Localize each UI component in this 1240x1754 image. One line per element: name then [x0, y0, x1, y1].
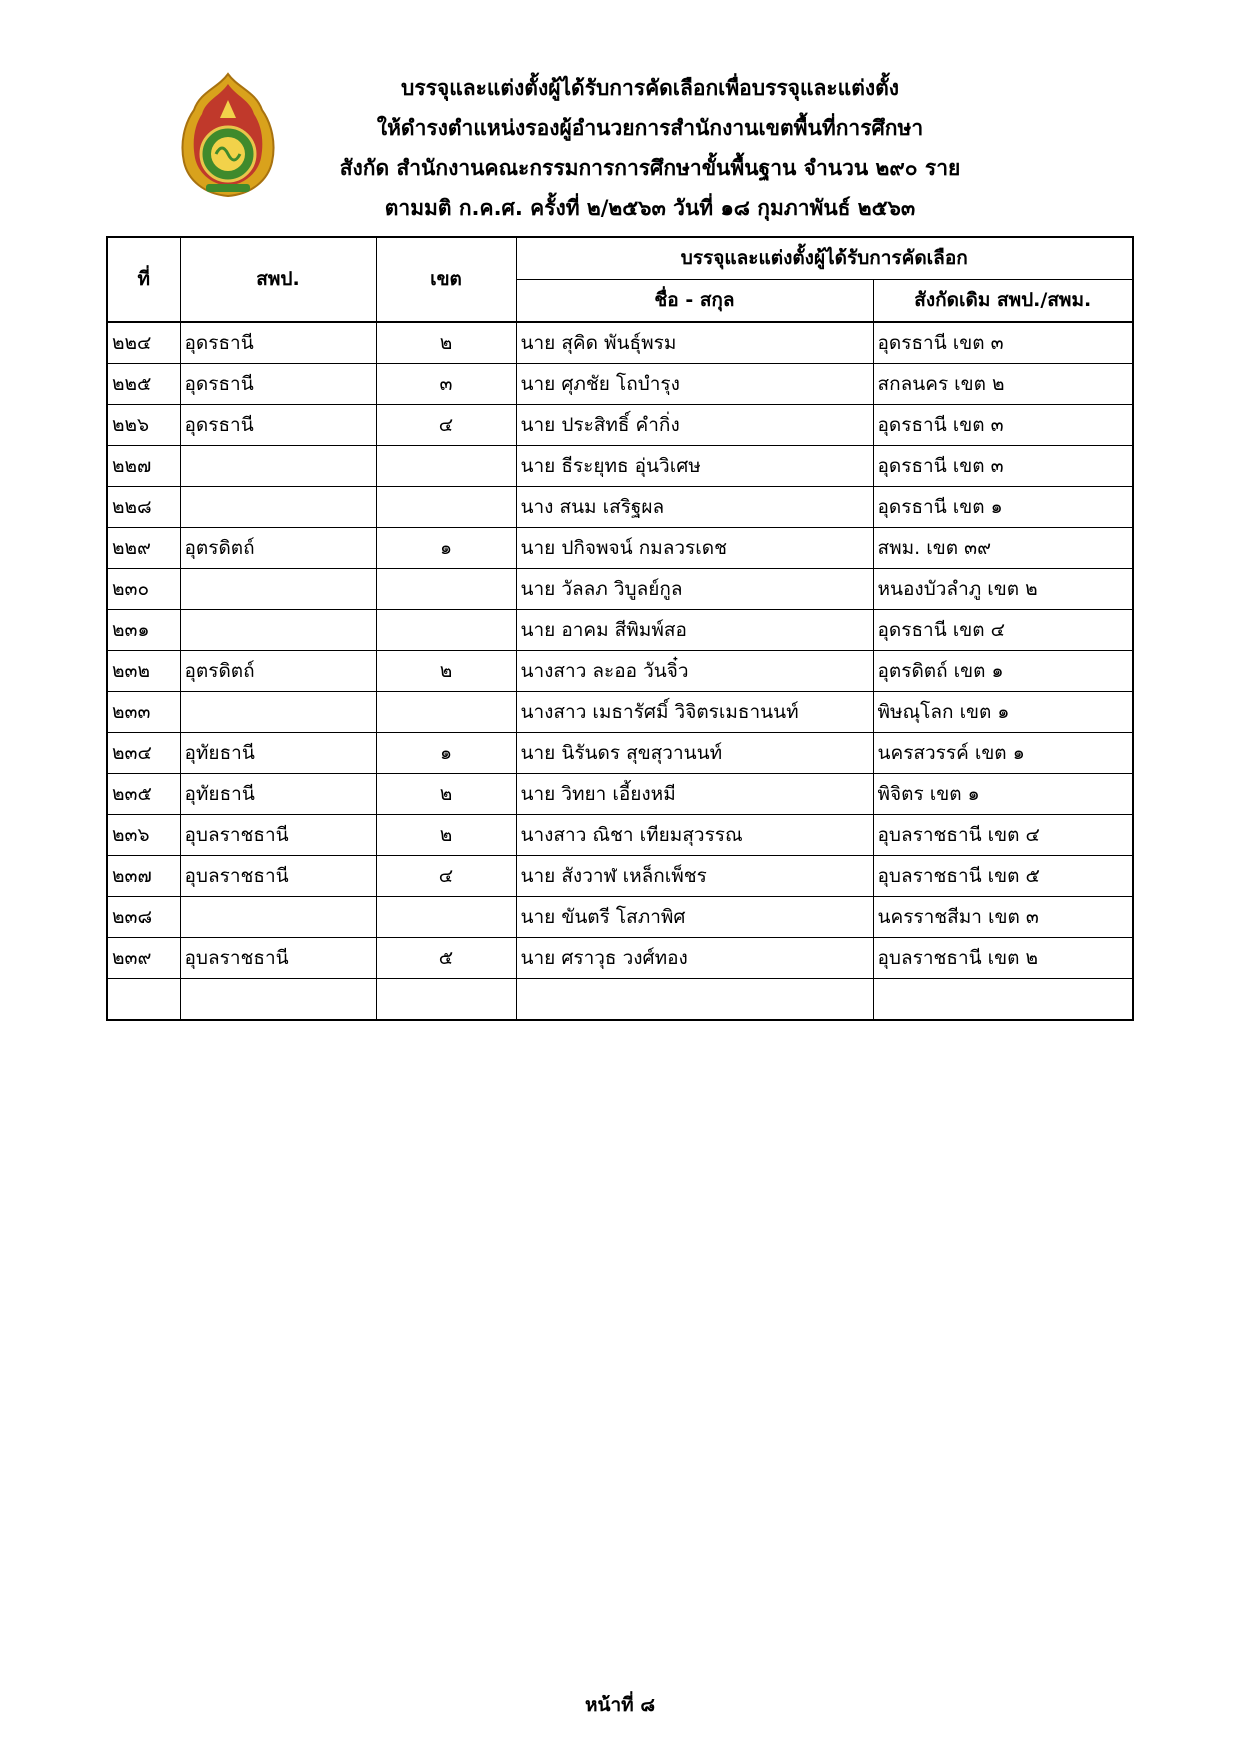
cell-no: ๒๒๖ [107, 405, 180, 446]
cell-spp: อุบลราชธานี [180, 815, 376, 856]
cell-spp [180, 487, 376, 528]
cell-zone: ๒ [376, 651, 516, 692]
table-row [107, 487, 1133, 528]
cell-name: นาย ขันตรี โสภาพิศ [516, 897, 873, 938]
cell-zone [376, 692, 516, 733]
cell-no: ๒๒๘ [107, 487, 180, 528]
cell-no: ๒๒๙ [107, 528, 180, 569]
cell-origin: อุดรธานี เขต ๑ [873, 487, 1133, 528]
cell-spp [180, 446, 376, 487]
cell-spp [180, 897, 376, 938]
cell-no: ๒๓๑ [107, 610, 180, 651]
table-row [107, 569, 1133, 610]
cell-zone: ๒ [376, 774, 516, 815]
cell-spp: อุดรธานี [180, 364, 376, 405]
cell-origin: หนองบัวลำภู เขต ๒ [873, 569, 1133, 610]
table-row [107, 405, 1133, 446]
cell-name: นาย ศราวุธ วงศ์ทอง [516, 938, 873, 979]
cell-zone [376, 569, 516, 610]
cell-name: นาย วัลลภ วิบูลย์กูล [516, 569, 873, 610]
table-row [107, 528, 1133, 569]
cell-origin: อุตรดิตถ์ เขต ๑ [873, 651, 1133, 692]
cell-name [516, 979, 873, 1021]
cell-spp: อุตรดิตถ์ [180, 651, 376, 692]
cell-spp: อุดรธานี [180, 322, 376, 364]
cell-zone: ๔ [376, 405, 516, 446]
title-line-4: ตามมติ ก.ค.ศ. ครั้งที่ ๒/๒๕๖๓ วันที่ ๑๘ กุมภาพันธ์ ๒๕๖๓ [384, 196, 916, 220]
cell-name: นาย วิทยา เอี้ยงหมี [516, 774, 873, 815]
cell-zone: ๑ [376, 733, 516, 774]
cell-no: ๒๓๐ [107, 569, 180, 610]
header-origin: สังกัดเดิม สพป./สพม. [873, 280, 1133, 323]
cell-zone: ๒ [376, 815, 516, 856]
cell-zone [376, 487, 516, 528]
table-row [107, 651, 1133, 692]
cell-zone: ๕ [376, 938, 516, 979]
cell-name: นาย อาคม สีพิมพ์สอ [516, 610, 873, 651]
header-spp: สพป. [180, 237, 376, 322]
cell-origin: พิษณุโลก เขต ๑ [873, 692, 1133, 733]
cell-spp: อุดรธานี [180, 405, 376, 446]
cell-name: นาย นิรันดร สุขสุวานนท์ [516, 733, 873, 774]
table-row [107, 692, 1133, 733]
title-line-2: ให้ดำรงตำแหน่งรองผู้อำนวยการสำนักงานเขตพื้นที่การศึกษา [376, 116, 924, 140]
table-row [107, 938, 1133, 979]
cell-no: ๒๓๘ [107, 897, 180, 938]
cell-no: ๒๒๕ [107, 364, 180, 405]
cell-zone [376, 979, 516, 1021]
cell-spp [180, 692, 376, 733]
cell-no: ๒๓๒ [107, 651, 180, 692]
cell-origin: พิจิตร เขต ๑ [873, 774, 1133, 815]
table-row [107, 446, 1133, 487]
cell-spp [180, 610, 376, 651]
header-zone: เขต [376, 237, 516, 322]
cell-name: นางสาว ละออ วันจิ๋ว [516, 651, 873, 692]
cell-origin: อุบลราชธานี เขต ๕ [873, 856, 1133, 897]
cell-origin: อุดรธานี เขต ๓ [873, 405, 1133, 446]
cell-name: นางสาว เมธารัศมิ์ วิจิตรเมธานนท์ [516, 692, 873, 733]
title-line-1: บรรจุและแต่งตั้งผู้ได้รับการคัดเลือกเพื่อบรรจุและแต่งตั้ง [401, 76, 899, 100]
cell-spp: อุบลราชธานี [180, 938, 376, 979]
cell-name: นาย สังวาฬ เหล็กเพ็ชร [516, 856, 873, 897]
cell-name: นาย ปกิจพจน์ กมลวรเดช [516, 528, 873, 569]
cell-no [107, 979, 180, 1021]
cell-origin: อุดรธานี เขต ๓ [873, 446, 1133, 487]
cell-no: ๒๓๕ [107, 774, 180, 815]
page-number: หน้าที่ ๘ [585, 1694, 655, 1716]
table-row [107, 815, 1133, 856]
cell-origin: สกลนคร เขต ๒ [873, 364, 1133, 405]
cell-zone: ๒ [376, 322, 516, 364]
cell-zone [376, 610, 516, 651]
table-row [107, 364, 1133, 405]
cell-no: ๒๓๓ [107, 692, 180, 733]
header-name: ชื่อ - สกุล [516, 280, 873, 323]
cell-name: นาย ศุภชัย โถบำรุง [516, 364, 873, 405]
header-group: บรรจุและแต่งตั้งผู้ได้รับการคัดเลือก [516, 237, 1133, 280]
cell-zone [376, 446, 516, 487]
cell-origin: อุบลราชธานี เขต ๔ [873, 815, 1133, 856]
cell-no: ๒๓๗ [107, 856, 180, 897]
table-body [107, 322, 1133, 1020]
cell-spp: อุตรดิตถ์ [180, 528, 376, 569]
table-row [107, 979, 1133, 1021]
cell-no: ๒๓๔ [107, 733, 180, 774]
cell-origin [873, 979, 1133, 1021]
cell-no: ๒๒๗ [107, 446, 180, 487]
cell-name: นาง สนม เสริฐผล [516, 487, 873, 528]
cell-zone: ๔ [376, 856, 516, 897]
cell-zone [376, 897, 516, 938]
table-row [107, 610, 1133, 651]
table-row [107, 733, 1133, 774]
cell-no: ๒๒๔ [107, 322, 180, 364]
table-row [107, 774, 1133, 815]
appointments-table [106, 236, 1134, 1021]
cell-zone: ๑ [376, 528, 516, 569]
cell-no: ๒๓๖ [107, 815, 180, 856]
cell-zone: ๓ [376, 364, 516, 405]
cell-origin: นครสวรรค์ เขต ๑ [873, 733, 1133, 774]
cell-spp [180, 569, 376, 610]
cell-name: นาย สุคิด พันธุ์พรม [516, 322, 873, 364]
cell-origin: อุบลราชธานี เขต ๒ [873, 938, 1133, 979]
header-no: ที่ [107, 237, 180, 322]
table-row [107, 322, 1133, 364]
table-row [107, 897, 1133, 938]
cell-spp: อุทัยธานี [180, 733, 376, 774]
cell-spp [180, 979, 376, 1021]
cell-origin: สพม. เขต ๓๙ [873, 528, 1133, 569]
cell-origin: นครราชสีมา เขต ๓ [873, 897, 1133, 938]
cell-name: นางสาว ณิชา เทียมสุวรรณ [516, 815, 873, 856]
document-header [0, 68, 1240, 228]
cell-spp: อุบลราชธานี [180, 856, 376, 897]
title-line-3: สังกัด สำนักงานคณะกรรมการการศึกษาขั้นพื้นฐาน จำนวน ๒๙๐ ราย [339, 156, 961, 180]
cell-name: นาย ธีระยุทธ อุ่นวิเศษ [516, 446, 873, 487]
cell-no: ๒๓๙ [107, 938, 180, 979]
cell-spp: อุทัยธานี [180, 774, 376, 815]
table-row [107, 856, 1133, 897]
cell-name: นาย ประสิทธิ์ คำกิ่ง [516, 405, 873, 446]
cell-origin: อุดรธานี เขต ๔ [873, 610, 1133, 651]
cell-origin: อุดรธานี เขต ๓ [873, 322, 1133, 364]
